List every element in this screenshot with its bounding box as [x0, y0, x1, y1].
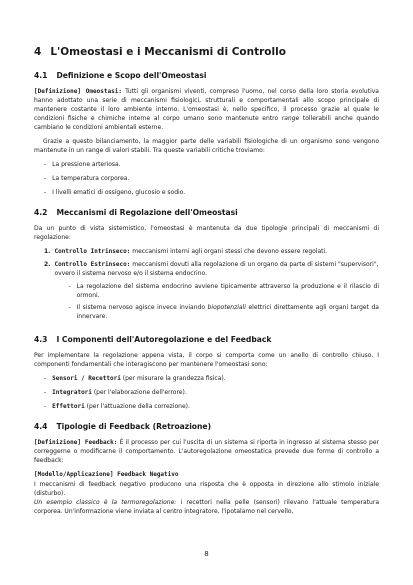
- definition-text: Tutti gli organismi viventi, compreso l'uomo, nel corso della loro storia evolutiva hanno adottato una serie di meccanismi fisiologici, strutturali e comportamentali allo scopo principale di mantenere costante il loro ambiente interno. L'omeostasi è, nello specifico, il processo grazie al quale le condizioni fisiche e chimiche interne al corpo umano sono mantenute entro: [34, 88, 379, 122]
- section-title: Meccanismi di Regolazione dell'Omeostasi: [56, 208, 238, 217]
- chapter-title: L'Omeostasi e i Meccanismi di Controllo: [50, 46, 286, 58]
- section-4-1: [34, 71, 379, 197]
- section-4-3: [34, 335, 379, 411]
- mechanism-list: [34, 247, 379, 324]
- variable-list: [34, 160, 379, 197]
- section-number: 4.2: [34, 208, 48, 217]
- list-item: 2. Controllo Estrinseco: meccanismi dovuti alla regolazione di un organo da parte di sistemi "supervisori", ovvero il sistema nervoso e/o il sistema endocrino. - La regolazione del sistema endocrino avviene tipicamente attraverso la produzione e il rilascio di ormoni. - Il sistema nervoso agisce invece inviando biopotenziali elettrici direttamente agli organi target da innervare.: [44, 261, 379, 320]
- section-heading: [34, 335, 379, 344]
- section-heading: [34, 208, 379, 217]
- example-paragraph: Un esempio classico è la termoregolazione: i recettori nella pelle (sensori) rilevano l'attuale temperatura corporea. Un'informazione viene inviata al centro integratore, l'ipotalamo nel cervello,: [34, 499, 379, 515]
- sub-list-item: - La regolazione del sistema endocrino avviene tipicamente attraverso la produzione e il rilascio di ormoni.: [68, 283, 379, 299]
- paragraph: Per implementare la regolazione appena vista, il corpo si comporta come un anello di controllo chiuso. I componenti fondamentali che interagiscono per mantenere l'omeostasi sono:: [34, 352, 379, 368]
- list-item: 1. Controllo Intrinseco: meccanismi interni agli organi stessi che devono essere regolati.: [44, 248, 328, 255]
- section-title: Tipologie di Feedback (Retroazione): [56, 422, 212, 431]
- paragraph: Da un punto di vista sistemistico, l'omeostasi è mantenuta da due tipologie principali di meccanismi di regolazione:: [34, 225, 379, 241]
- chapter-number: 4: [34, 46, 42, 58]
- paragraph: Grazie a questo bilanciamento, la maggior parte delle variabili fisiologiche di un organismo sono vengono mantenute in un range di valori stabili. Tra queste variabili critiche troviamo:: [34, 138, 379, 154]
- definition-text-tail: tollerabili anche quando cambiano le condizioni ambientali esterne.: [34, 115, 379, 131]
- model-heading: [Modello/Applicazione] Feedback Negativo: [34, 471, 179, 478]
- definition-term: [Definizione] Feedback:: [34, 439, 118, 446]
- definition-term: [Definizione] Omeostasi:: [34, 88, 122, 95]
- section-4-4: [34, 422, 379, 516]
- list-item: - I livelli ematici di ossigeno, glucosio e sodio.: [44, 189, 186, 196]
- sub-list-item: - Il sistema nervoso agisce invece inviando biopotenziali elettrici direttamente agli organi target da innervare.: [68, 304, 379, 320]
- definition-paragraph: [34, 87, 379, 132]
- section-number: 4.3: [34, 335, 48, 344]
- section-number: 4.4: [34, 422, 48, 431]
- definition-text: È il processo per cui l'uscita di un sistema si riporta in ingresso al sistema stesso per correggerne o modificarne il comportamento. L'autoregolazione omeostatica prevede due forme di controllo a feedback:: [34, 439, 379, 464]
- section-4-2: [34, 208, 379, 324]
- emphasis: range: [281, 115, 300, 122]
- section-number: 4.1: [34, 71, 48, 80]
- section-title: I Componenti dell'Autoregolazione e del Feedback: [56, 335, 272, 344]
- list-item: - Effettori (per l'attuazione della correzione).: [44, 403, 190, 410]
- list-item: - La pressione arteriosa.: [44, 161, 121, 168]
- section-heading: [34, 71, 379, 80]
- component-list: [34, 374, 379, 411]
- section-heading: [34, 422, 379, 431]
- list-item: - La temperatura corporea.: [44, 175, 130, 182]
- page-number: 8: [204, 550, 209, 558]
- list-item: - Integratori (per l'elaborazione dell'errore).: [44, 389, 187, 396]
- definition-paragraph: [34, 438, 379, 465]
- section-title: Definizione e Scopo dell'Omeostasi: [56, 71, 207, 80]
- chapter-heading: [34, 46, 379, 58]
- paragraph: I meccanismi di feedback negativo producono una risposta che è opposta in direzione allo stimolo iniziale (disturbo).: [34, 481, 379, 497]
- list-item: - Sensori / Recettori (per misurare la grandezza fisica).: [44, 375, 226, 382]
- sub-list: [54, 282, 379, 321]
